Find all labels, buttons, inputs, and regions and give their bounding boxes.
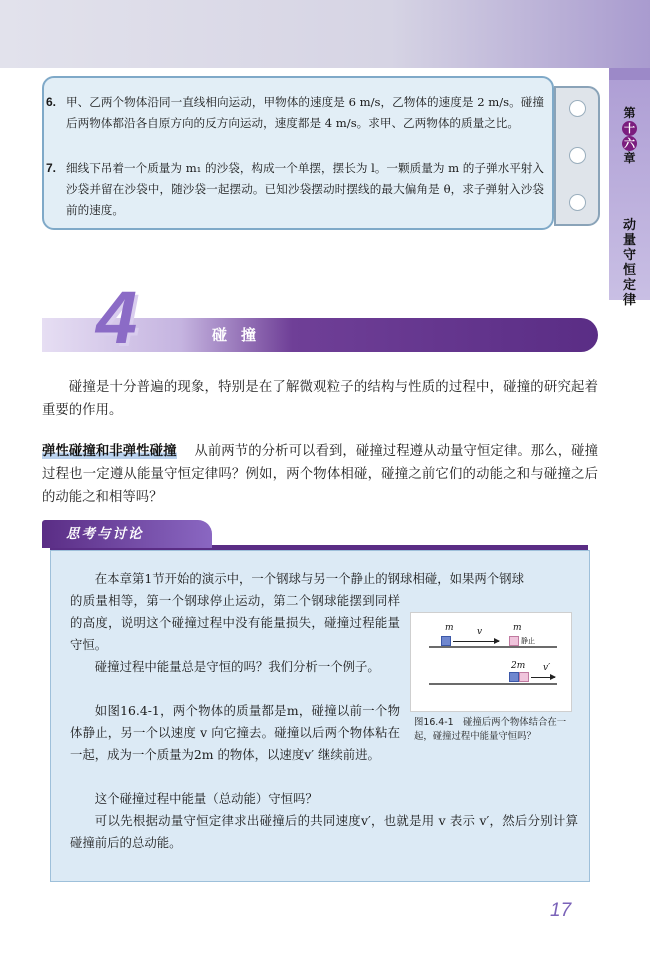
top-header-band: [0, 0, 650, 68]
moving-block: [441, 636, 451, 646]
chapter-title-char: 量: [622, 233, 636, 248]
collision-figure: [410, 612, 572, 712]
exercise-number: 6.: [46, 95, 57, 109]
mass-label-still: m: [513, 623, 522, 633]
combined-block-pink: [519, 672, 529, 682]
tab-top-strip: [609, 68, 650, 80]
elastic-keyword: 弹性碰撞和非弹性碰撞: [42, 444, 177, 459]
exercise-item: [46, 158, 544, 221]
chapter-title-char: 动: [622, 218, 636, 233]
binder-hole-icon: [569, 194, 586, 211]
floor-line-top: [429, 646, 557, 648]
combined-mass-label: 2m: [511, 661, 526, 671]
discussion-paragraph-5: 可以先根据动量守恒定律求出碰撞后的共同速度v′，也就是用 v 表示 v′，然后分别计算碰撞前后的总动能。: [70, 813, 578, 850]
section-number: 4: [96, 276, 138, 359]
discussion-paragraph-4: 这个碰撞过程中能量（总动能）守恒吗？: [94, 791, 318, 806]
elastic-text: 从前两节的分析可以看到，碰撞过程遵从动量守恒定律。那么，碰撞过程也一定遵从能量守恒定律吗？例如，两个物体相碰，碰撞之前它们的动能之和与碰撞之后的动能之和相等吗？: [42, 444, 599, 505]
chapter-digit-2: 六: [624, 137, 635, 150]
chapter-title-char: 守: [622, 248, 636, 263]
chapter-number: [609, 106, 650, 166]
exercise-item: [46, 92, 544, 134]
exercise-number: 7.: [46, 161, 57, 175]
combined-block-blue: [509, 672, 519, 682]
intro-paragraph: 碰撞是十分普遍的现象，特别是在了解微观粒子的结构与性质的过程中，碰撞的研究起着重要的作用。: [42, 380, 598, 418]
velocity-prime-arrow-icon: [531, 677, 555, 678]
discussion-tab: 思考与讨论: [42, 520, 212, 548]
exercise-text: 细线下吊着一个质量为 m₁ 的沙袋，构成一个单摆，摆长为 l。一颗质量为 m 的子弹水平射入沙袋并留在沙袋中，随沙袋一起摆动。已知沙袋摆动时摆线的最大偏角是 θ，求子弹射入沙袋前的速度。: [66, 161, 544, 217]
page-number: 17: [550, 900, 572, 921]
chapter-side-tab: [609, 68, 650, 308]
elastic-paragraph: [42, 440, 598, 509]
discussion-paragraph-1b: 的质量相等，第一个钢球停止运动，第二个钢球能摆到同样的高度，说明这个碰撞过程中没有能量损失，碰撞过程能量守恒。: [70, 593, 400, 652]
chapter-title: [609, 218, 650, 308]
chapter-title-char: 律: [622, 293, 636, 308]
still-block: [509, 636, 519, 646]
exercise-text: 甲、乙两个物体沿同一直线相向运动，甲物体的速度是 6 m/s，乙物体的速度是 2 m/s。碰撞后两物体都沿各自原方向的反方向运动，速度都是 4 m/s。求甲、乙两物体的质量之比。: [66, 95, 544, 130]
velocity-label: v: [477, 627, 483, 637]
discussion-paragraph-1a: 在本章第1节开始的演示中，一个钢球与另一个静止的钢球相碰，如果两个钢球: [94, 571, 524, 586]
figure-caption: 图16.4-1 碰撞后两个物体结合在一起，碰撞过程中能量守恒吗？: [414, 717, 567, 742]
still-label: 静止: [521, 637, 535, 645]
velocity-prime-label: v′: [543, 663, 551, 673]
binder-hole-icon: [569, 100, 586, 117]
binder-hole-icon: [569, 147, 586, 164]
binder-strip: [554, 86, 600, 226]
chapter-suffix: 章: [623, 151, 636, 165]
chapter-title-char: 恒: [622, 263, 636, 278]
chapter-digit-1: 十: [624, 122, 635, 135]
mass-label-moving: m: [445, 623, 454, 633]
discussion-paragraph-3: 如图16.4-1，两个物体的质量都是m，碰撞以前一个物体静止，另一个以速度 v 向它撞去。碰撞以后两个物体粘在一起，成为一个质量为2m 的物体，以速度v′ 继续前进。: [70, 703, 400, 762]
velocity-arrow-icon: [453, 641, 499, 642]
chapter-prefix: 第: [623, 106, 636, 120]
chapter-title-char: 定: [622, 278, 636, 293]
section-title: 碰撞: [212, 326, 271, 344]
discussion-paragraph-2: 碰撞过程中能量总是守恒的吗？我们分析一个例子。: [94, 659, 380, 674]
floor-line-bottom: [429, 683, 557, 685]
